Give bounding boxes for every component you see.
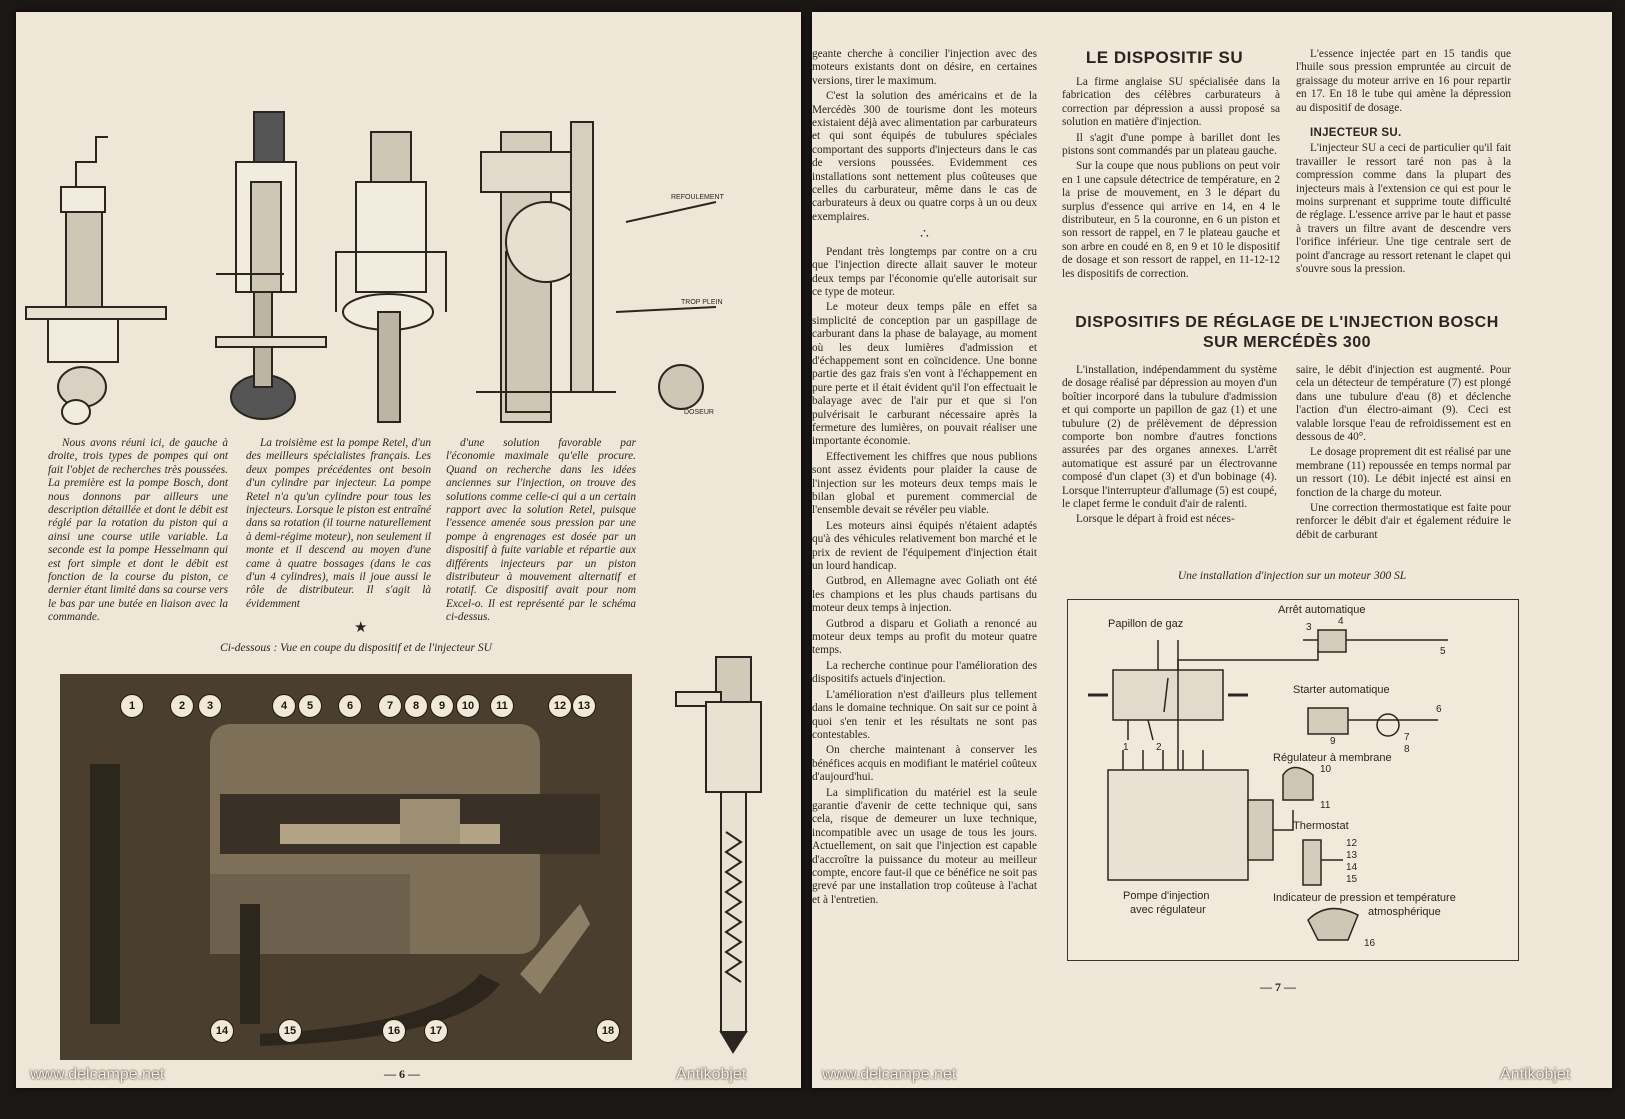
paragraph: L'installation, indépendamment du système de dosage réalisé par dépression au moyen d'un boîtier incorporé dans la tubulure d'admission et qui comporte un papillon de gaz (1) et une tubulure (2) de prélèvement de dépression comporte bon nombre d'autres fonctions assurées par des organes annexes. L'arrêt automatique est assuré par un électrovanne composé d'un clapet (3) et d'un bobinage (4). Lorsque l'interrupteur d'allumage (5) est coupé, le clapet ferme le conduit d'air de ralenti. [1062, 364, 1277, 511]
paragraph: Effectivement les chiffres que nous publions sont assez évidents pour plaider la cause de l'injection sur les moteurs deux temps mais le bilan global et purement commercial de l'ensemble devait se révéler peu viable. [812, 450, 1037, 517]
diagram-num-9: 9 [1330, 736, 1336, 747]
article-column-1 [812, 48, 1037, 909]
page-number-left: — 6 — [384, 1067, 420, 1081]
photo-marker-7: 7 [378, 694, 402, 718]
photo-marker-17: 17 [424, 1019, 448, 1043]
caption-column-2 [246, 437, 431, 613]
paragraph: Les moteurs ainsi équipés n'étaient adaptés qu'à des véhicules relativement bon marché et le prix de revient de l'équipement d'injection était un lourd handicap. [812, 519, 1037, 573]
watermark-right-brand: Antikobjet [1500, 1066, 1571, 1083]
diagram-num-4: 4 [1338, 616, 1344, 627]
paragraph: saire, le débit d'injection est augmenté. Pour cela un détecteur de température (7) est plongé dans une tubulure d'eau (8) et déclenche l'action d'un électro-aimant (9). Ceci est valable lorsque l'eau de refroidissement est en dessous de 40°. [1296, 364, 1511, 444]
pump-label-refoulement: REFOULEMENT [671, 194, 724, 201]
photo-marker-10: 10 [456, 694, 480, 718]
paragraph: Une correction thermostatique est faite pour renforcer le débit d'air et également réduire le débit de carburant [1296, 502, 1511, 541]
photo-marker-11: 11 [490, 694, 514, 718]
paragraph: On cherche maintenant à conserver les bénéfices acquis en modifiant le matériel coûteux d'aujourd'hui. [812, 744, 1037, 784]
su-column [1062, 76, 1280, 283]
photo-marker-12: 12 [548, 694, 572, 718]
diagram-num-13: 13 [1346, 850, 1358, 861]
diagram-num-16: 16 [1364, 938, 1376, 949]
caption-paragraph: d'une solution favorable par l'économie maximale qu'elle procure. Quand on recherche dans les idées anciennes sur l'injection, on trouve des solutions comme celle-ci qui a un certain rapport avec la solution Retel, puisque l'essence amenée sous pression par une pompe à engrenages est dosée par un dispositif à fuite variable et répartie aux différents injecteurs par un piston distributeur à mouvement alternatif et rotatif. Ce dispositif avait pour nom Excel-o. Il est représenté par le schéma ci-dessus. [446, 437, 636, 624]
diagram-num-8: 8 [1404, 744, 1410, 755]
caption-column-1 [48, 437, 228, 627]
su-cross-section-photo [60, 674, 632, 1060]
label-arret: Arrêt automatique [1278, 604, 1366, 616]
diagram-num-11: 11 [1320, 800, 1331, 811]
label-thermostat: Thermostat [1293, 820, 1349, 832]
label-pompe-1: Pompe d'injection [1123, 890, 1210, 902]
pump-label-doseur: DOSEUR [684, 409, 714, 416]
diagram-num-12: 12 [1346, 838, 1358, 849]
paragraph: L'amélioration n'est d'ailleurs plus tellement dans le domaine technique. On sait sur ce point à quoi s'en tenir et les résultats ne sont pas contestables. [812, 688, 1037, 741]
paragraph: Pendant très longtemps par contre on a cru que l'injection directe allait sauver le moteur deux temps par l'économie qu'elle autorisait sur ce type de moteur. [812, 245, 1037, 298]
paragraph: La simplification du matériel est la seule garantie d'avenir de cette technique qui, sans cela, risque de demeurer un luxe technique, incompatible avec un usage de tous les jours. Actuellement, on sait que l'injection est capable d'accroître la puissance du moteur au meilleur compte, encore faut-il que ce bénéfice ne soit pas grevé par une installation trop coûteuse à l'achat et à l'entretien. [812, 786, 1037, 906]
bosch-section-title-line2: SUR MERCÉDÈS 300 [1202, 334, 1372, 351]
paragraph: Sur la coupe que nous publions on peut voir en 1 une capsule détectrice de température, en 2 la prise de mouvement, en 3 le départ du surplus d'essence qui arrive en 14, en 4 le distributeur, en 5 la couronne, en 6 un piston et son ressort de rappel, en 7 le plateau gauche et son arbre en coudé en 8, en 9 et 10 le dispositif de dosage et son ressort de rappel, en 11-12-12 les dispositifs de correction. [1062, 160, 1280, 280]
photo-marker-3: 3 [198, 694, 222, 718]
label-papillon: Papillon de gaz [1108, 618, 1184, 630]
paragraph: Lorsque le départ à froid est néces- [1076, 513, 1235, 526]
label-regulateur: Régulateur à membrane [1273, 752, 1392, 764]
photo-marker-1: 1 [120, 694, 144, 718]
diagram-num-2: 2 [1156, 742, 1162, 753]
bosch-column-2 [1296, 364, 1511, 544]
pump-illustrations [16, 12, 801, 432]
star-separator: ★ [354, 620, 368, 636]
diagram-num-6: 6 [1436, 704, 1442, 715]
label-pompe-2: avec régulateur [1130, 904, 1206, 916]
injector-su-heading: INJECTEUR SU. [1310, 127, 1402, 140]
paragraph: L'injecteur SU a ceci de particulier qu'il fait travailler le ressort taré non pas à la compression comme dans la plupart des injecteurs mais à l'extension ce qui est pour le moins surprenant et supprime toute difficulté de réglage. L'essence arrive par le haut et passe à travers un filtre avant de descendre vers l'orifice inférieur. Une tige centrale sert de point d'ancrage au ressort retenant le clapet qui s'ouvre sous la pression. [1296, 142, 1511, 276]
su-injector-drawing [666, 642, 776, 1062]
paragraph: Gutbrod a disparu et Goliath a renoncé au moteur deux temps au profit du moteur quatre temps. [812, 617, 1037, 657]
diagram-num-5: 5 [1440, 646, 1446, 657]
label-indicateur-1: Indicateur de pression et température [1273, 892, 1456, 904]
diagram-num-14: 14 [1346, 862, 1358, 873]
photo-marker-18: 18 [596, 1019, 620, 1043]
diagram-caption: Une installation d'injection sur un moteur 300 SL [1177, 570, 1407, 582]
diagram-num-1: 1 [1123, 742, 1129, 753]
photo-marker-4: 4 [272, 694, 296, 718]
photo-marker-8: 8 [404, 694, 428, 718]
photo-marker-14: 14 [210, 1019, 234, 1043]
su-column-2 [1296, 48, 1511, 279]
right-page [812, 12, 1612, 1088]
pump-label-trop-plein: TROP PLEIN [681, 299, 723, 306]
left-page [16, 12, 801, 1088]
paragraph: Il s'agit d'une pompe à barillet dont les pistons sont commandés par un plateau gauche. [1062, 131, 1280, 158]
paragraph: Le dosage proprement dit est réalisé par une membrane (11) repoussée en temps normal par un ressort (10). Le débit injecté est ainsi en fonction de la charge du moteur. [1296, 446, 1511, 499]
photo-marker-2: 2 [170, 694, 194, 718]
caption-column-3 [446, 437, 636, 627]
photo-caption: Ci-dessous : Vue en coupe du dispositif et de l'injecteur SU [220, 642, 492, 654]
page-number-right: — 7 — [1260, 980, 1296, 994]
bosch-section-title-line1: DISPOSITIFS DE RÉGLAGE DE L'INJECTION BOSCH [1075, 314, 1499, 331]
injection-system-diagram [1067, 599, 1519, 961]
diagram-num-10: 10 [1320, 764, 1332, 775]
photo-marker-6: 6 [338, 694, 362, 718]
su-section-title: LE DISPOSITIF SU [1085, 48, 1244, 67]
diagram-num-15: 15 [1346, 874, 1358, 885]
bosch-column-1 [1062, 364, 1277, 529]
diagram-num-3: 3 [1306, 622, 1312, 633]
watermark-left-brand: Antikobjet [676, 1066, 747, 1083]
photo-marker-16: 16 [382, 1019, 406, 1043]
photo-marker-15: 15 [278, 1019, 302, 1043]
paragraph: Le moteur deux temps pâle en effet sa simplicité de conception par un gaspillage de carburant dans la phase de balayage, au moment où les deux lumières d'admission et d'échappement sont en coïncidence. Une bonne partie des gaz frais s'en vont à l'échappement en pure perte et il était évident qu'il l'on effectuait le balayage avec de l'air pur et que si l'on pulvérisait le carburant nécessaire après la fermeture des lumières, on pouvait réaliser une importante économie. [812, 301, 1037, 448]
label-starter: Starter automatique [1293, 684, 1390, 696]
caption-paragraph: La troisième est la pompe Retel, d'un des meilleurs spécialistes français. Les deux pompes précédentes ont besoin d'un cylindre par injecteur. La pompe Retel n'a qu'un cylindre pour tous les injecteurs. Lorsque le piston est entraîné dans sa rotation (il tourne naturellement à demi-régime moteur), non seulement il monte et il descend au moyen d'une came à quatre bossages (dans le cas d'un 4 cylindres), mais il joue aussi le rôle de distributeur. Il s'agit là évidemment [246, 437, 431, 610]
paragraph: C'est la solution des américains et de la Mercédès 300 de tourisme dont les moteurs existaient déjà avec alimentation par carburateurs et qui sont équipés de tubulures spéciales comportant des supports d'injecteurs dans le cas de versions poussées. Evidemment ces installations sont nettement plus coûteuses que celles du carburateur, même dans le cas de carburateurs à deux ou quatre corps à un ou deux exemplaires. [812, 90, 1037, 223]
paragraph: La firme anglaise SU spécialisée dans la fabrication des célèbres carburateurs à correction par dépression a aussi proposé sa solution en matière d'injection. [1062, 76, 1280, 129]
diagram-num-7: 7 [1404, 732, 1410, 743]
photo-marker-13: 13 [572, 694, 596, 718]
caption-paragraph: Nous avons réuni ici, de gauche à droite, trois types de pompes qui ont fait l'objet de recherches très poussées. La première est la pompe Bosch, dont nous donnons par ailleurs une description détaillée et dont le débit est réglé par la rotation du piston qui a ainsi une course utile variable. La seconde est la pompe Hesselmann qui est fort simple et dont le débit est fonction de la course du piston, ce dernier étant limité dans sa course vers le bas par une butée en liaison avec la commande. [48, 437, 228, 624]
label-indicateur-2: atmosphérique [1368, 906, 1441, 918]
watermark-left-url: www.delcampe.net [30, 1066, 165, 1083]
cross-section-drawing [60, 674, 632, 1060]
watermark-right-url: www.delcampe.net [822, 1066, 957, 1083]
paragraph: La recherche continue pour l'amélioration des dispositifs actuels d'injection. [812, 659, 1037, 686]
photo-marker-9: 9 [430, 694, 454, 718]
paragraph: geante cherche à concilier l'injection avec des moteurs existants dont on désire, en certaines versions, tirer le maximum. [812, 48, 1037, 87]
trefoil-separator: ∴ [920, 227, 929, 243]
paragraph: Gutbrod, en Allemagne avec Goliath ont été les champions et les plus chauds partisans du moteur deux temps à injection. [812, 575, 1037, 615]
photo-marker-5: 5 [298, 694, 322, 718]
paragraph: L'essence injectée part en 15 tandis que l'huile sous pression empruntée au circuit de graissage du moteur arrive en 16 pour repartir en 17. En 18 le tube qui amène la dépression au dispositif de dosage. [1296, 48, 1511, 114]
